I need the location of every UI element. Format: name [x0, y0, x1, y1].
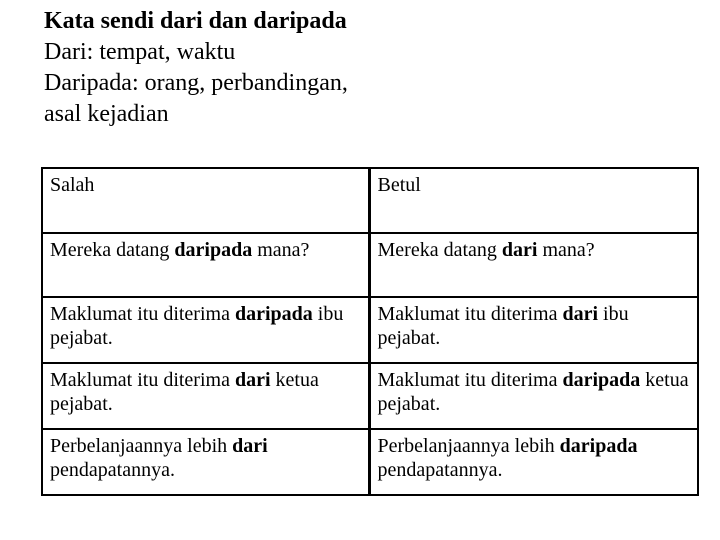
cell-text: Perbelanjaannya lebih	[377, 435, 560, 457]
cell-keyword: dari	[562, 303, 599, 325]
table-header-row	[42, 168, 698, 233]
cell-text: pendapatannya.	[50, 459, 175, 481]
cell-keyword: daripada	[559, 435, 638, 457]
table-row	[42, 363, 698, 429]
cell-text: ibu pejabat.	[377, 303, 629, 349]
cell-text: ketua pejabat.	[377, 369, 689, 415]
cell-text: ibu pejabat.	[50, 303, 344, 349]
cell-text: Perbelanjaannya lebih	[50, 435, 233, 457]
cell-salah	[42, 233, 369, 297]
header-betul: Betul	[369, 168, 698, 233]
cell-text: Maklumat itu diterima	[377, 303, 563, 325]
cell-keyword: daripada	[174, 239, 253, 261]
rule-dari: Dari: tempat, waktu	[44, 39, 236, 65]
cell-keyword: dari	[234, 369, 271, 391]
cell-text: Mereka datang	[50, 239, 175, 261]
table-row	[42, 429, 698, 495]
rule-daripada-line-2: asal kejadian	[44, 101, 169, 127]
cell-salah	[42, 363, 369, 429]
cell-text: mana?	[537, 239, 595, 261]
cell-text: ketua pejabat.	[50, 369, 319, 415]
cell-text: mana?	[252, 239, 310, 261]
cell-betul	[369, 233, 698, 297]
cell-betul	[369, 363, 698, 429]
cell-keyword: daripada	[562, 369, 641, 391]
cell-text: Maklumat itu diterima	[377, 369, 563, 391]
cell-salah	[42, 297, 369, 363]
slide-title: Kata sendi dari dan daripada	[44, 8, 347, 34]
cell-text: pendapatannya.	[377, 459, 503, 481]
usage-table	[41, 167, 699, 496]
cell-keyword: dari	[501, 239, 538, 261]
rule-daripada-line-1: Daripada: orang, perbandingan,	[44, 70, 348, 96]
cell-betul	[369, 297, 698, 363]
cell-salah	[42, 429, 369, 495]
cell-text: Maklumat itu diterima	[50, 369, 235, 391]
cell-keyword: daripada	[234, 303, 313, 325]
cell-text: Maklumat itu diterima	[50, 303, 235, 325]
table-row	[42, 233, 698, 297]
intro-block	[44, 6, 604, 130]
header-salah: Salah	[42, 168, 369, 233]
cell-keyword: dari	[232, 435, 268, 457]
cell-text: Mereka datang	[377, 239, 502, 261]
table-row	[42, 297, 698, 363]
cell-betul	[369, 429, 698, 495]
